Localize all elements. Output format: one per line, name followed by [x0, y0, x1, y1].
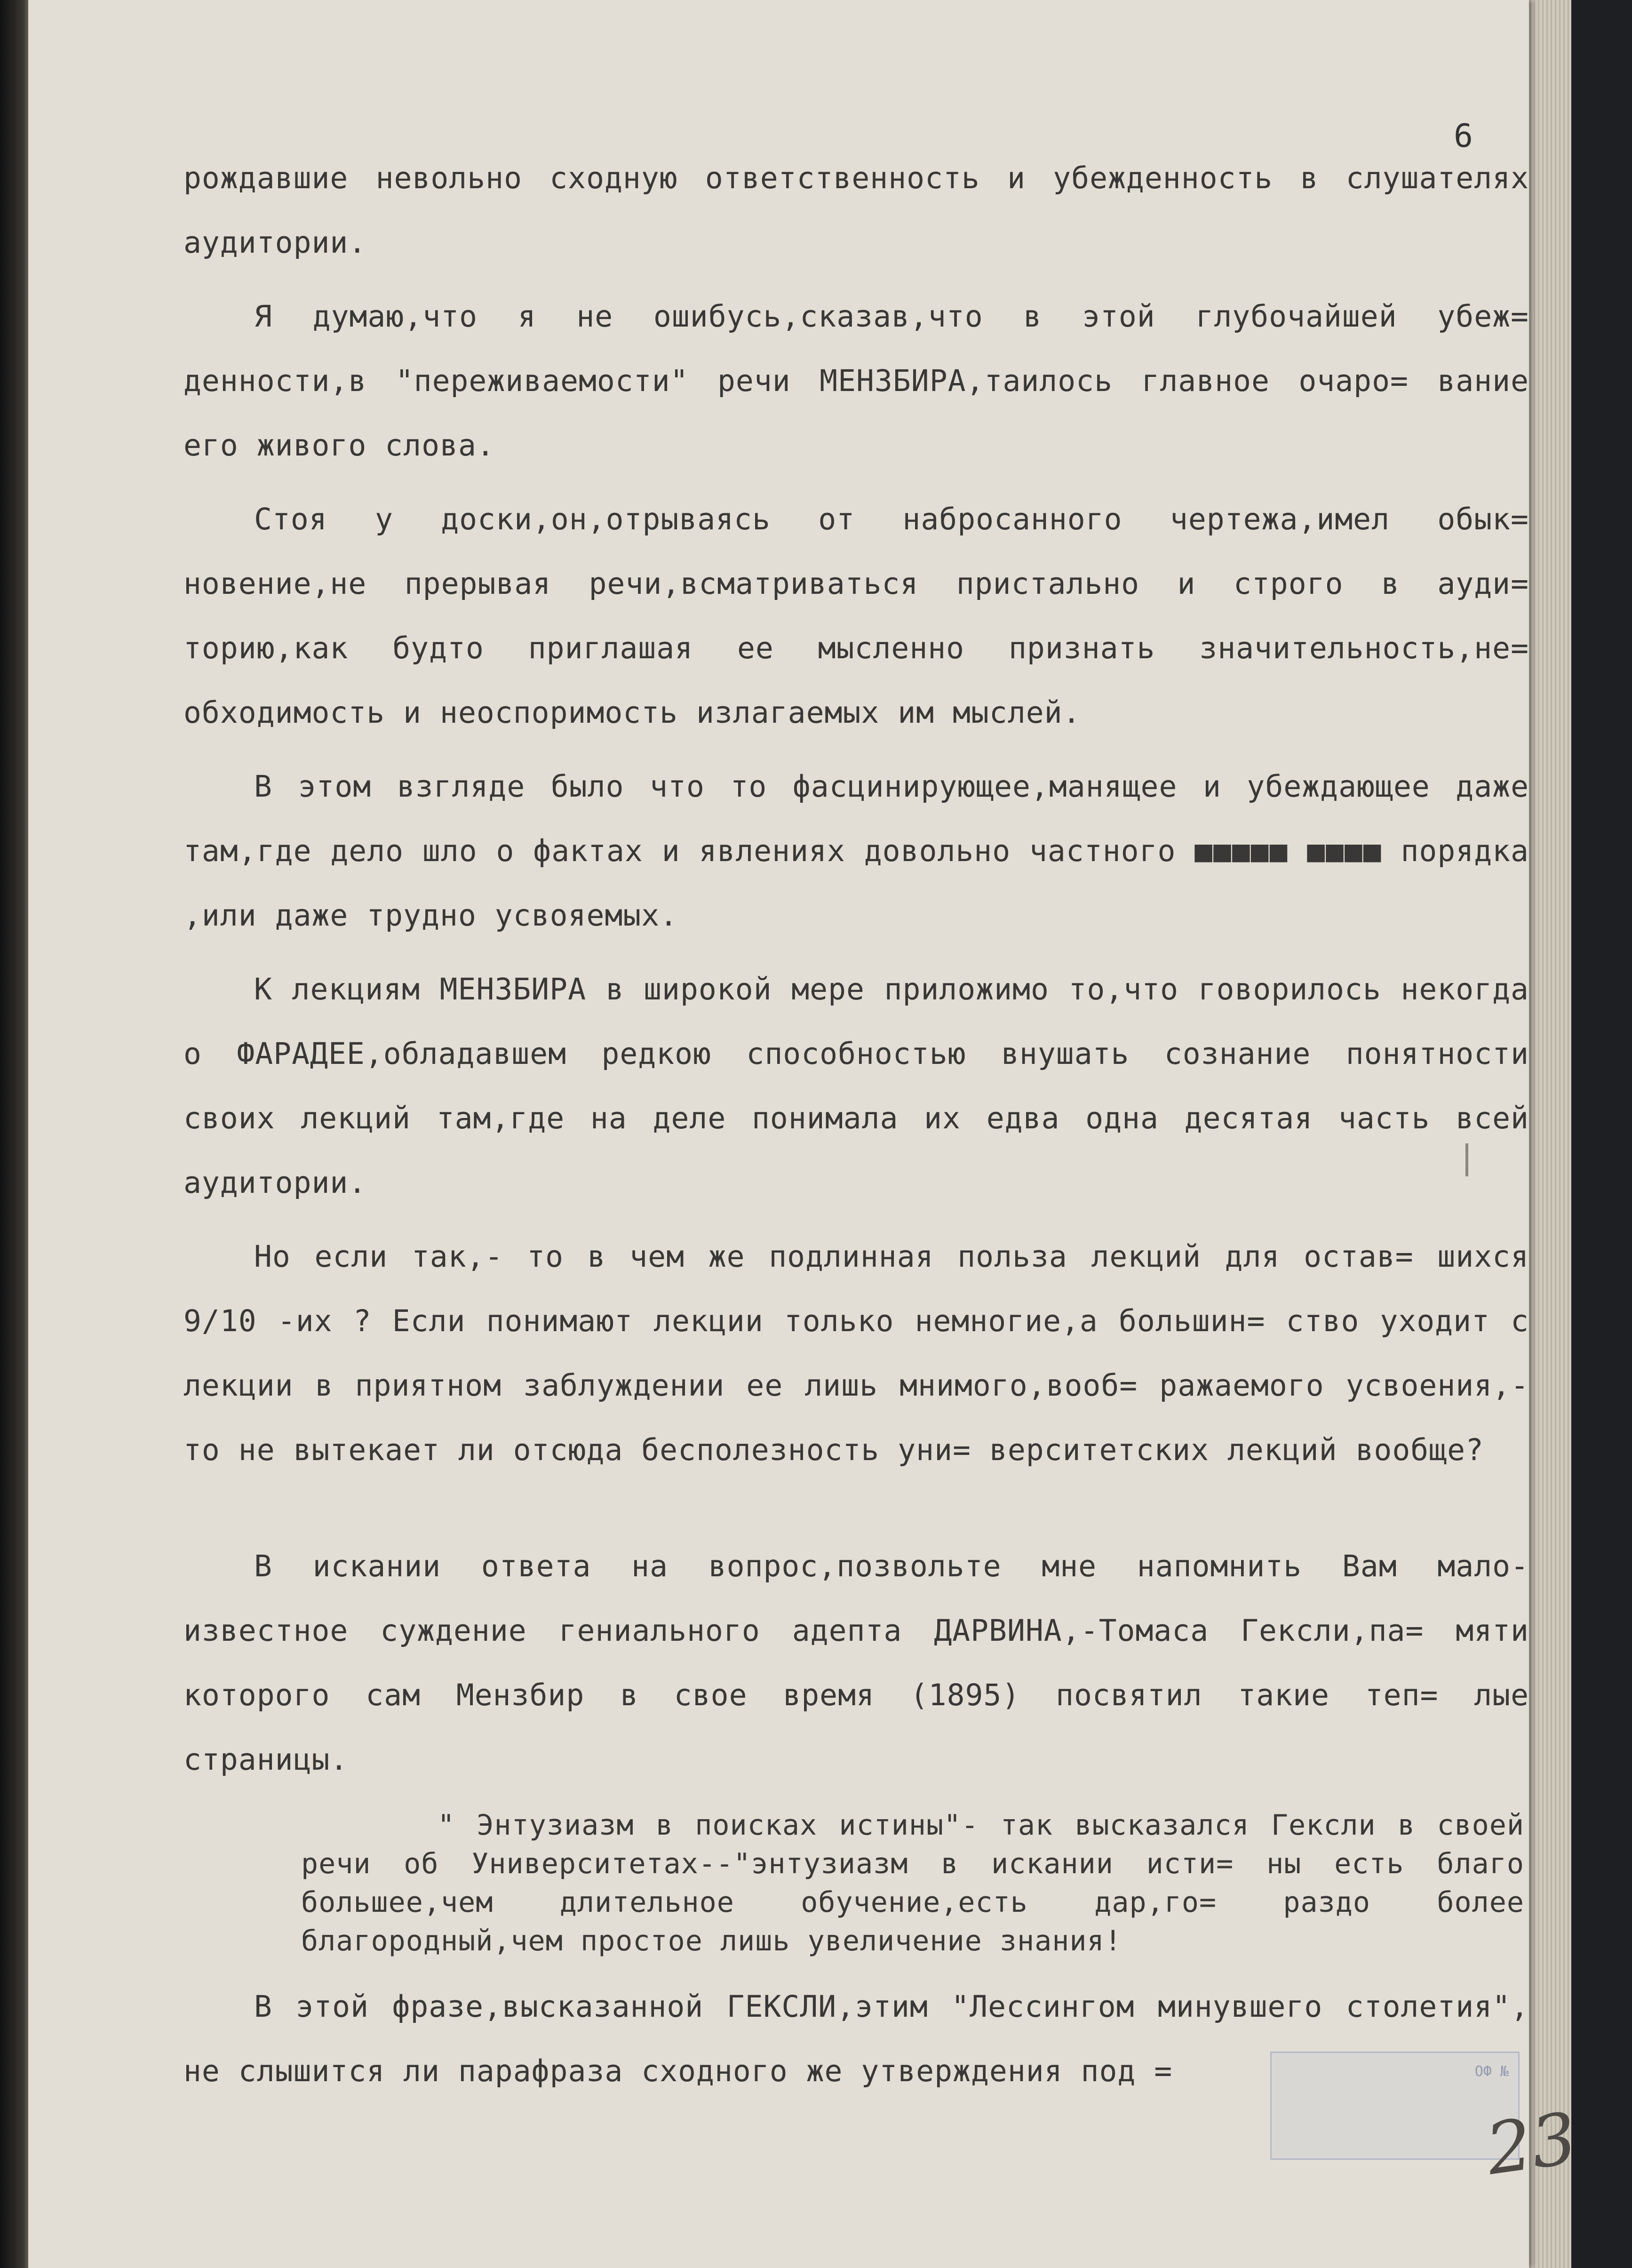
- paragraph-6: Но если так,- то в чем же подлинная польза лекций для остав= шихся 9/10 -их ? Если понимают лекции только немногие,а большин= ство уходит с лекции в приятном заблуждении ее лишь мнимого,вооб= ражаемого усвоения,-то не вытекает ли отсюда бесполезность уни= верситетских лекций вообще?: [183, 1239, 1529, 1467]
- stamp-text: ОФ №: [1474, 2063, 1509, 2080]
- paragraph-3: Стоя у доски,он,отрываясь от набросанного чертежа,имел обык= новение,не прерывая речи,всматриваться пристально и строго в ауди= торию,как будто приглашая ее мысленно признать значительность,не= обходимость и неоспоримость излагаемых им мыслей.: [183, 502, 1529, 730]
- document-page: [28, 0, 1582, 2268]
- page-number: 6: [1454, 118, 1473, 155]
- paragraph-8: В этой фразе,высказанной ГЕКСЛИ,этим "Лессингом минувшего столетия", не слышится ли парафраза сходного же утверждения под =: [183, 1989, 1529, 2088]
- body-text: [183, 146, 1529, 2103]
- paragraph-1: рождавшие невольно сходную ответственность и убежденность в слушателях аудитории.: [183, 161, 1529, 260]
- archive-page-number: 23: [1481, 2097, 1582, 2191]
- archive-stamp: [1270, 2052, 1520, 2160]
- paragraph-7: В искании ответа на вопрос,позвольте мне напомнить Вам мало- известное суждение гениального адепта ДАРВИНА,-Томаса Гексли,па= мяти которого сам Мензбир в свое время (1895) посвятил такие теп= лые страницы.: [183, 1549, 1529, 1777]
- paragraph-5: К лекциям МЕНЗБИРА в широкой мере приложимо то,что говорилось некогда о ФАРАДЕЕ,обладавшем редкою способностью внушать сознание понятности своих лекций там,где на деле понимала их едва одна десятая часть всей аудитории.: [183, 972, 1529, 1200]
- paragraph-2: Я думаю,что я не ошибусь,сказав,что в этой глубочайшей убеж= денности,в "переживаемости" речи МЕНЗБИРА,таилось главное очаро= вание его живого слова.: [183, 299, 1529, 463]
- paragraph-4: В этом взгляде было что то фасцинирующее,манящее и убеждающее даже там,где дело шло о фактах и явлениях довольно частного ■■■■■ ■■■■ порядка ,или даже трудно усвояемых.: [183, 769, 1529, 933]
- quote-block: " Энтузиазм в поисках истины"- так высказался Гексли в своей речи об Университетах--"энтузиазм в искании исти= ны есть благо большее,чем длительное обучение,есть дар,го= раздо более благородный,чем простое лишь увеличение знания!: [301, 1809, 1524, 1957]
